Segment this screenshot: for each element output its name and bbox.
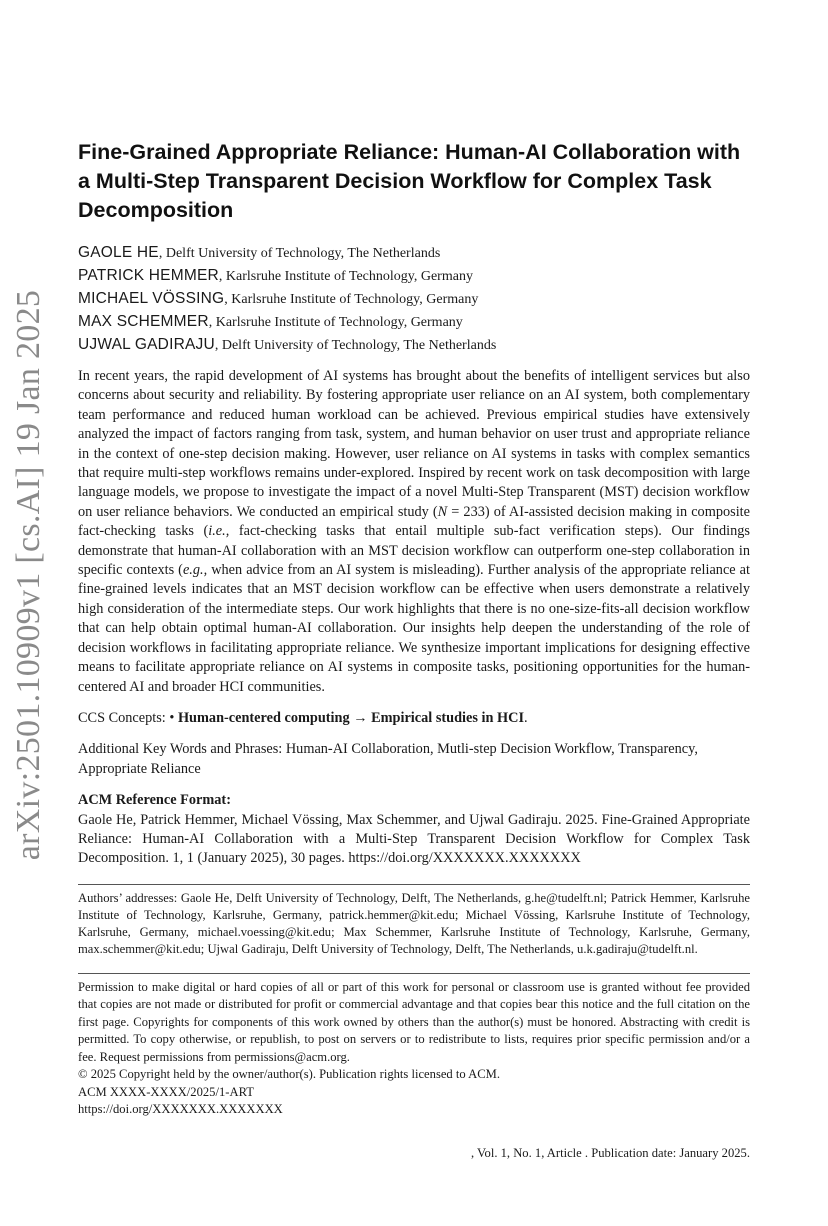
author-name: MAX SCHEMMER [78,313,209,330]
divider [78,973,750,974]
arxiv-stamp: arXiv:2501.10909v1 [cs.AI] 19 Jan 2025 [10,289,47,861]
keywords: Additional Key Words and Phrases: Human-AI Collaboration, Mutli-step Decision Workflow, Transparency, Appropriate Reliance [78,741,698,777]
paper-page [78,138,750,1119]
arxiv-sidebar [0,0,58,1226]
author-name: PATRICK HEMMER [78,267,219,284]
author-entry [78,334,750,357]
author-affiliation: , Karlsruhe Institute of Technology, Germany [218,269,473,284]
author-affiliation: , Karlsruhe Institute of Technology, Germany [224,292,479,307]
author-name: GAOLE HE [78,244,159,261]
doi-link[interactable]: https://doi.org/XXXXXXX.XXXXXXX [78,1102,283,1117]
page-footer: , Vol. 1, No. 1, Article . Publication date: January 2025. [470,1146,750,1160]
divider [78,884,750,885]
ccs-term: Human-centered computing [177,709,350,726]
reference-text: Gaole He, Patrick Hemmer, Michael Vössing, Max Schemmer, and Ujwal Gadiraju. 2025. Fine-Grained Appropriate Reliance: Human-AI Collaboration with a Multi-Step Transparent Decision Workflow for Complex Task Decomposition. 1, 1 (January 2025), 30 pages. https://doi.org/XXXXXXX.XXXXXXX [78,811,750,867]
copyright-line: © 2025 Copyright held by the owner/author(s). Publication rights licensed to ACM. [78,1067,500,1082]
author-list [78,242,750,357]
author-affiliation: , Delft University of Technology, The Netherlands [214,338,497,353]
ccs-term: Empirical studies in HCI [371,709,525,726]
acm-id: ACM XXXX-XXXX/2025/1-ART [78,1084,254,1099]
author-entry [78,288,750,311]
author-affiliation: , Delft University of Technology, The Netherlands [158,246,441,261]
author-entry [78,311,750,334]
author-entry [78,265,750,288]
author-addresses: Authors’ addresses: Gaole He, Delft University of Technology, Delft, The Netherlands, g.he@tudelft.nl; Patrick Hemmer, Karlsruhe Institute of Technology, Karlsruhe, Germany, patrick.hemmer@kit.edu; Michael Vössing, Karlsruhe Institute of Technology, Karlsruhe, Germany, michael.voessing@kit.edu; Max Schemmer, Karlsruhe Institute of Technology, Karlsruhe, Germany, max.schemmer@kit.edu; Ujwal Gadiraju, Delft University of Technology, Delft, The Netherlands, u.k.gadiraju@tudelft.nl. [78,890,750,956]
author-name: UJWAL GADIRAJU [78,336,215,353]
ccs-concepts: CCS Concepts: • Human-centered computing → Empirical studies in HCI. [78,709,528,726]
permission-notice: Permission to make digital or hard copies of all or part of this work for personal or classroom use is granted without fee provided that copies are not made or distributed for profit or commercial advantage and that copies bear this notice and the full citation on the first page. Copyrights for components of this work owned by others than the author(s) must be honored. Abstracting with credit is permitted. To copy otherwise, or republish, to post on servers or to redistribute to lists, requires prior specific permission and/or a fee. Request permissions from permissions@acm.org. [78,979,750,1064]
author-affiliation: , Karlsruhe Institute of Technology, Germany [208,315,463,330]
abstract: In recent years, the rapid development of AI systems has brought about the benefits of intelligent services but also concerns about security and reliability. By fostering appropriate user reliance on an AI system, both complementary team performance and reduced human workload can be achieved. Previous empirical studies have extensively analyzed the impact of factors ranging from task, system, and human behavior on user trust and appropriate reliance in the context of one-step decision making. However, user reliance on AI systems in tasks with complex semantics that require multi-step workflows remains under-explored. Inspired by recent work on task decomposition with large language models, we propose to investigate the impact of a novel Multi-Step Transparent (MST) decision workflow on user reliance behaviors. We conducted an empirical study (N = 233) of AI-assisted decision making in composite fact-checking tasks (i.e., fact-checking tasks that entail multiple sub-fact verification steps). Our findings demonstrate that human-AI collaboration with an MST decision workflow can outperform one-step collaboration in specific contexts (e.g., when advice from an AI system is misleading). Further analysis of the appropriate reliance at fine-grained levels indicates that an MST decision workflow can be effective when users demonstrate a relatively high consideration of the intermediate steps. Our work highlights that there is no one-size-fits-all decision workflow that can help obtain optimal human-AI collaboration. Our insights help deepen the understanding of the role of decision workflows in facilitating appropriate reliance. We synthesize important implications for designing effective means to facilitate appropriate reliance on AI systems in composite tasks, positioning opportunities for the human-centered AI and broader HCI communities. [78,368,751,695]
author-name: MICHAEL VÖSSING [78,290,225,307]
reference-heading: ACM Reference Format: [78,792,231,809]
paper-title: Fine-Grained Appropriate Reliance: Human-AI Collaboration with a Multi-Step Transparent Decision Workflow for Complex Task Decomposition [78,140,741,222]
author-entry [78,242,750,265]
